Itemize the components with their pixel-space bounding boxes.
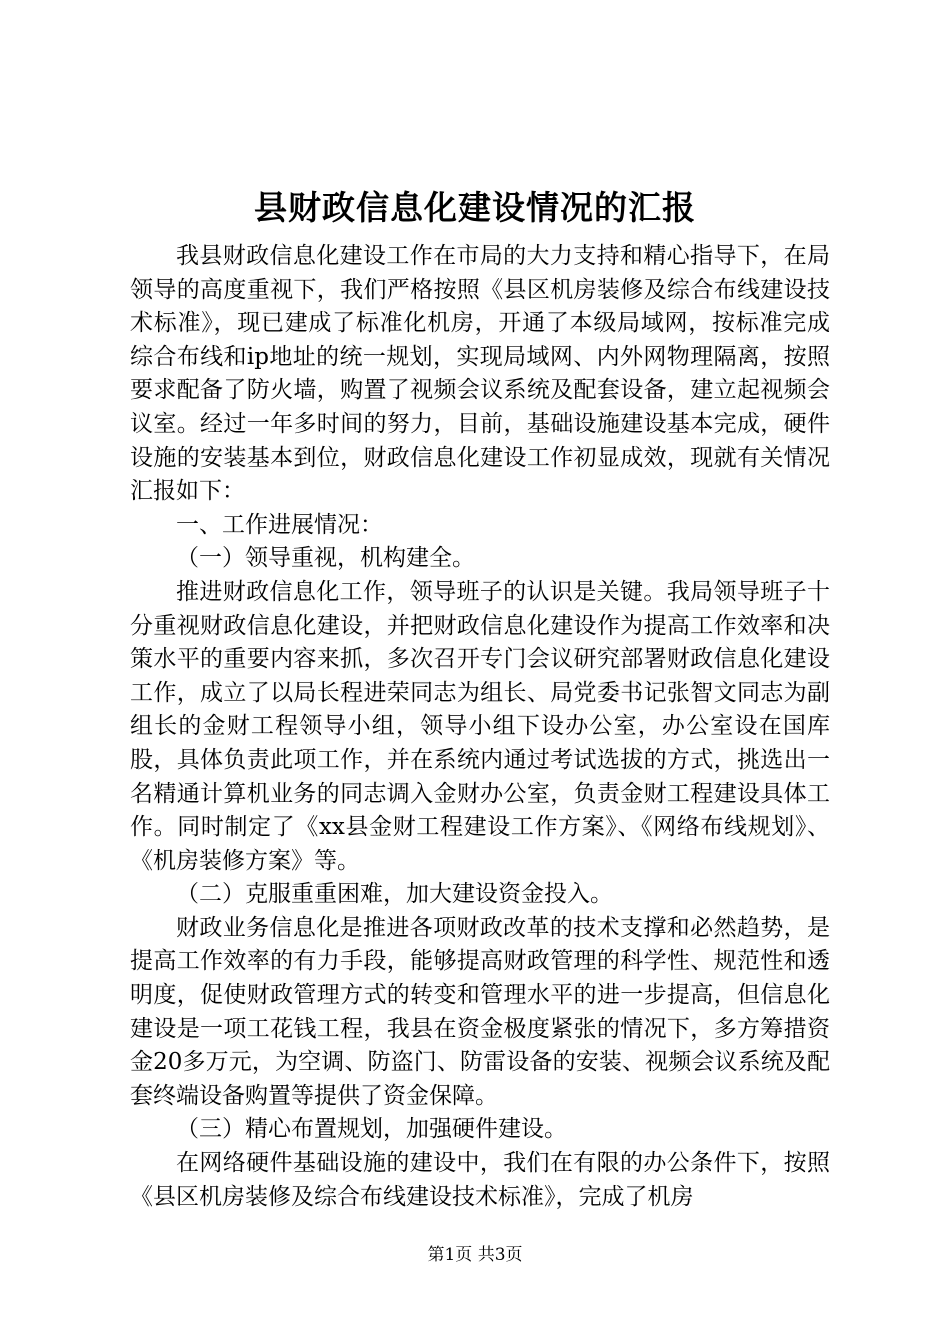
document-body <box>130 240 830 1214</box>
page-number-footer: 第1页 共3页 <box>427 1245 523 1265</box>
paragraph-intro: 我县财政信息化建设工作在市局的大力支持和精心指导下，在局领导的高度重视下，我们严格按照《县区机房装修及综合布线建设技术标准》，现已建成了标准化机房，开通了本级局域网，按标准完成综合布线和ip地址的统一规划，实现局域网、内外网物理隔离，按照要求配备了防火墙，购置了视频会议系统及配套设备，建立起视频会议室。经过一年多时间的努力，目前，基础设施建设基本完成，硬件设施的安装基本到位，财政信息化建设工作初显成效，现就有关情况汇报如下： <box>130 243 830 505</box>
paragraph-leadership: 推进财政信息化工作，领导班子的认识是关键。我局领导班子十分重视财政信息化建设，并把财政信息化建设作为提高工作效率和决策水平的重要内容来抓，多次召开专门会议研究部署财政信息化建设工作，成立了以局长程进荣同志为组长、局党委书记张智文同志为副组长的金财工程领导小组，领导小组下设办公室，办公室设在国库股，具体负责此项工作，并在系统内通过考试选拔的方式，挑选出一名精通计算机业务的同志调入金财办公室，负责金财工程建设具体工作。同时制定了《xx县金财工程建设工作方案》、《网络布线规划》、《机房装修方案》等。 <box>130 578 830 874</box>
subsection-heading-3: （三）精心布置规划，加强硬件建设。 <box>176 1116 567 1143</box>
paragraph-hardware: 在网络硬件基础设施的建设中，我们在有限的办公条件下，按照《县区机房装修及综合布线建设技术标准》，完成了机房 <box>130 1150 830 1210</box>
paragraph-funding: 财政业务信息化是推进各项财政改革的技术支撑和必然趋势，是提高工作效率的有力手段，能够提高财政管理的科学性、规范性和透明度，促使财政管理方式的转变和管理水平的进一步提高，但信息化建设是一项工花钱工程，我县在资金极度紧张的情况下，多方筹措资金20多万元，为空调、防盗门、防雷设备的安装、视频会议系统及配套终端设备购置等提供了资金保障。 <box>130 914 830 1109</box>
page-title: 县财政信息化建设情况的汇报 <box>254 188 696 227</box>
section-heading-progress: 一、工作进展情况： <box>176 511 383 538</box>
subsection-heading-1: （一）领导重视，机构建全。 <box>176 545 475 572</box>
subsection-heading-2: （二）克服重重困难，加大建设资金投入。 <box>176 881 613 908</box>
